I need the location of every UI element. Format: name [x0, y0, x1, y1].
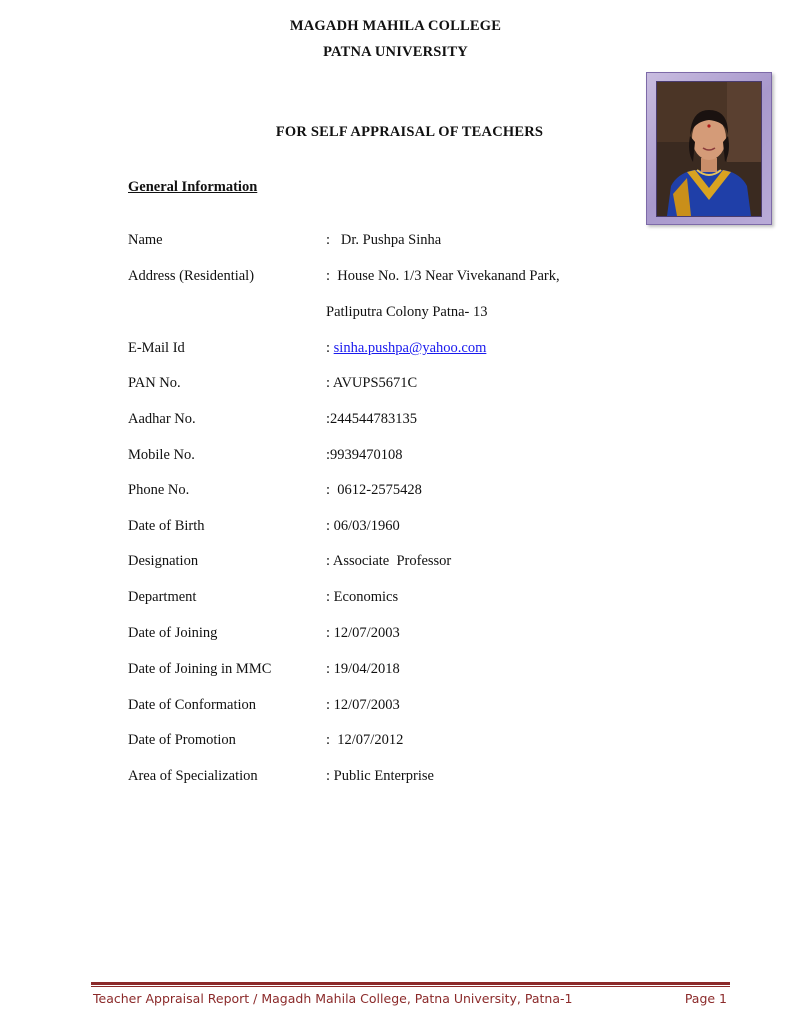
section-title-general-information: General Information [128, 179, 258, 195]
field-label: Area of Specialization [128, 768, 258, 784]
profile-photo [656, 81, 762, 217]
field-value: Patliputra Colony Patna- 13 [326, 304, 488, 320]
field-value: : 19/04/2018 [326, 661, 400, 677]
college-name: MAGADH MAHILA COLLEGE [289, 18, 502, 34]
field-value: : AVUPS5671C [326, 375, 418, 391]
email-link[interactable]: sinha.pushpa@yahoo.com [333, 340, 487, 356]
field-label: Designation [128, 553, 199, 569]
field-label: Phone No. [128, 482, 190, 498]
field-label: Name [128, 232, 163, 248]
field-label: PAN No. [128, 375, 181, 391]
footer-divider-thin [91, 986, 730, 987]
field-label: Address (Residential) [128, 268, 255, 284]
footer-divider-thick [91, 982, 730, 985]
field-value: : House No. 1/3 Near Vivekanand Park, [326, 268, 560, 284]
footer-text: Teacher Appraisal Report / Magadh Mahila College, Patna University, Patna-1 [93, 991, 573, 1006]
field-value: : Public Enterprise [326, 768, 434, 784]
field-label: Aadhar No. [128, 411, 196, 427]
field-value: : 12/07/2003 [326, 625, 400, 641]
field-value: : Economics [326, 589, 399, 605]
field-value: : 12/07/2003 [326, 697, 400, 713]
field-value: : 06/03/1960 [326, 518, 400, 534]
field-label: Date of Joining in MMC [128, 661, 272, 677]
field-value: : 0612-2575428 [326, 482, 422, 498]
field-value: : Associate Professor [326, 553, 452, 569]
field-value: :244544783135 [326, 411, 418, 427]
field-value [326, 340, 486, 357]
field-label: Date of Joining [128, 625, 218, 641]
form-title: FOR SELF APPRAISAL OF TEACHERS [275, 124, 544, 140]
field-label: Date of Birth [128, 518, 205, 534]
profile-photo-frame [646, 72, 772, 225]
email-prefix: : [326, 340, 334, 356]
field-value: : 12/07/2012 [326, 732, 404, 748]
field-label: E-Mail Id [128, 340, 185, 356]
page-number: Page 1 [684, 991, 727, 1006]
university-name: PATNA UNIVERSITY [323, 44, 468, 60]
field-label: Date of Conformation [128, 697, 257, 713]
field-label: Date of Promotion [128, 732, 236, 748]
field-label: Department [128, 589, 197, 605]
field-value: : Dr. Pushpa Sinha [326, 232, 442, 248]
field-value: :9939470108 [326, 447, 403, 463]
field-label: Mobile No. [128, 447, 195, 463]
